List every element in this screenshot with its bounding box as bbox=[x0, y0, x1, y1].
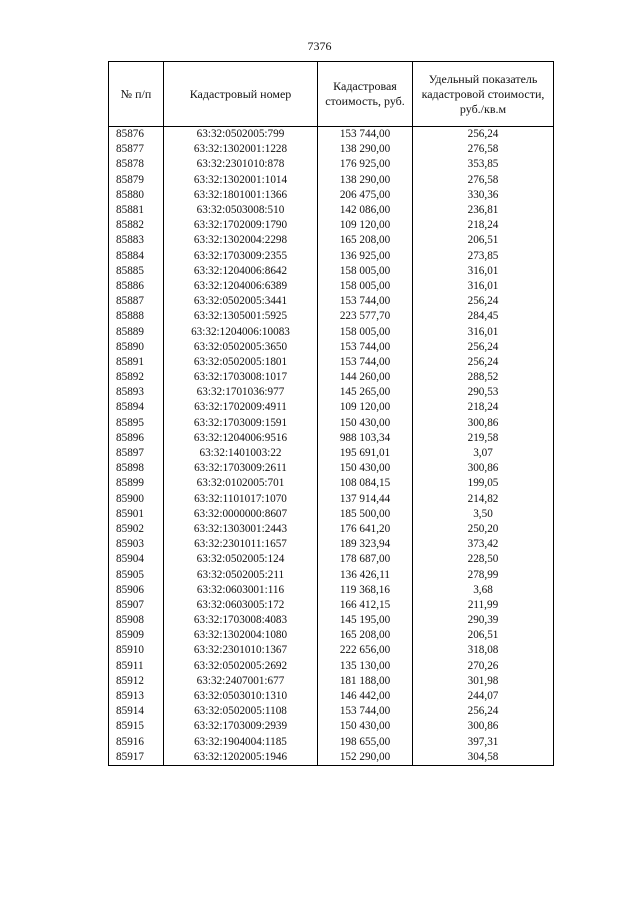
cell-specific-indicator: 316,01 bbox=[413, 324, 554, 339]
cell-cadastral-number: 63:32:2407001:677 bbox=[164, 674, 318, 689]
cell-cadastral-number: 63:32:0502005:2692 bbox=[164, 659, 318, 674]
cell-specific-indicator: 288,52 bbox=[413, 370, 554, 385]
cell-specific-indicator: 256,24 bbox=[413, 294, 554, 309]
cell-cadastral-value: 153 744,00 bbox=[318, 355, 413, 370]
cell-specific-indicator: 218,24 bbox=[413, 400, 554, 415]
cell-specific-indicator: 244,07 bbox=[413, 689, 554, 704]
cell-specific-indicator: 353,85 bbox=[413, 157, 554, 172]
cell-cadastral-value: 152 290,00 bbox=[318, 750, 413, 766]
table-row bbox=[109, 264, 554, 279]
cell-cadastral-value: 153 744,00 bbox=[318, 340, 413, 355]
table-row bbox=[109, 142, 554, 157]
cell-cadastral-number: 63:32:0102005:701 bbox=[164, 476, 318, 491]
cell-specific-indicator: 214,82 bbox=[413, 492, 554, 507]
cell-num: 85896 bbox=[109, 431, 164, 446]
table-body bbox=[109, 127, 554, 766]
cell-cadastral-number: 63:32:1204006:6389 bbox=[164, 279, 318, 294]
table-row bbox=[109, 203, 554, 218]
table-row bbox=[109, 507, 554, 522]
header-num: № п/п bbox=[109, 62, 164, 127]
cell-specific-indicator: 276,58 bbox=[413, 173, 554, 188]
header-cadastral-value: Кадастровая стоимость, руб. bbox=[318, 62, 413, 127]
cell-cadastral-number: 63:32:1701036:977 bbox=[164, 385, 318, 400]
table-row bbox=[109, 476, 554, 491]
cell-cadastral-value: 181 188,00 bbox=[318, 674, 413, 689]
cell-cadastral-number: 63:32:2301010:878 bbox=[164, 157, 318, 172]
cell-cadastral-value: 176 925,00 bbox=[318, 157, 413, 172]
cell-cadastral-number: 63:32:0502005:124 bbox=[164, 552, 318, 567]
cell-cadastral-value: 150 430,00 bbox=[318, 416, 413, 431]
cell-num: 85912 bbox=[109, 674, 164, 689]
cell-specific-indicator: 316,01 bbox=[413, 279, 554, 294]
cell-cadastral-value: 185 500,00 bbox=[318, 507, 413, 522]
cell-cadastral-value: 136 925,00 bbox=[318, 249, 413, 264]
cell-num: 85893 bbox=[109, 385, 164, 400]
cell-num: 85876 bbox=[109, 127, 164, 143]
cell-specific-indicator: 256,24 bbox=[413, 340, 554, 355]
cell-cadastral-number: 63:32:1204006:8642 bbox=[164, 264, 318, 279]
cell-cadastral-value: 109 120,00 bbox=[318, 400, 413, 415]
table-row bbox=[109, 492, 554, 507]
cell-cadastral-value: 138 290,00 bbox=[318, 173, 413, 188]
cell-specific-indicator: 250,20 bbox=[413, 522, 554, 537]
cell-specific-indicator: 301,98 bbox=[413, 674, 554, 689]
table-row bbox=[109, 188, 554, 203]
cell-num: 85892 bbox=[109, 370, 164, 385]
cell-num: 85903 bbox=[109, 537, 164, 552]
cell-cadastral-number: 63:32:1302004:1080 bbox=[164, 628, 318, 643]
table-row bbox=[109, 537, 554, 552]
cell-cadastral-value: 223 577,70 bbox=[318, 309, 413, 324]
cell-cadastral-value: 145 195,00 bbox=[318, 613, 413, 628]
cell-cadastral-value: 166 412,15 bbox=[318, 598, 413, 613]
table-row bbox=[109, 400, 554, 415]
cell-cadastral-number: 63:32:1303001:2443 bbox=[164, 522, 318, 537]
table-row bbox=[109, 552, 554, 567]
cell-specific-indicator: 206,51 bbox=[413, 233, 554, 248]
cell-specific-indicator: 228,50 bbox=[413, 552, 554, 567]
cell-cadastral-number: 63:32:1302001:1228 bbox=[164, 142, 318, 157]
cell-num: 85879 bbox=[109, 173, 164, 188]
cell-cadastral-number: 63:32:1302001:1014 bbox=[164, 173, 318, 188]
table-row bbox=[109, 173, 554, 188]
cell-cadastral-value: 176 641,20 bbox=[318, 522, 413, 537]
cell-cadastral-value: 150 430,00 bbox=[318, 719, 413, 734]
cell-cadastral-number: 63:32:1302004:2298 bbox=[164, 233, 318, 248]
cell-num: 85877 bbox=[109, 142, 164, 157]
cell-num: 85905 bbox=[109, 567, 164, 582]
table-row bbox=[109, 613, 554, 628]
cell-cadastral-number: 63:32:1703009:2355 bbox=[164, 249, 318, 264]
table-row bbox=[109, 628, 554, 643]
cell-num: 85883 bbox=[109, 233, 164, 248]
cell-num: 85894 bbox=[109, 400, 164, 415]
cell-cadastral-number: 63:32:2301010:1367 bbox=[164, 643, 318, 658]
cell-cadastral-number: 63:32:1204006:10083 bbox=[164, 324, 318, 339]
cell-specific-indicator: 373,42 bbox=[413, 537, 554, 552]
cell-specific-indicator: 316,01 bbox=[413, 264, 554, 279]
cell-cadastral-number: 63:32:0603005:172 bbox=[164, 598, 318, 613]
cell-specific-indicator: 236,81 bbox=[413, 203, 554, 218]
table-row bbox=[109, 324, 554, 339]
cell-cadastral-value: 136 426,11 bbox=[318, 567, 413, 582]
cell-cadastral-value: 189 323,94 bbox=[318, 537, 413, 552]
cell-num: 85902 bbox=[109, 522, 164, 537]
cell-specific-indicator: 276,58 bbox=[413, 142, 554, 157]
cell-num: 85900 bbox=[109, 492, 164, 507]
table-row bbox=[109, 355, 554, 370]
table-row bbox=[109, 735, 554, 750]
cell-num: 85882 bbox=[109, 218, 164, 233]
cell-cadastral-number: 63:32:1101017:1070 bbox=[164, 492, 318, 507]
table-row bbox=[109, 431, 554, 446]
cell-cadastral-number: 63:32:0502005:3650 bbox=[164, 340, 318, 355]
cell-cadastral-value: 158 005,00 bbox=[318, 324, 413, 339]
cell-cadastral-value: 158 005,00 bbox=[318, 279, 413, 294]
cell-specific-indicator: 300,86 bbox=[413, 719, 554, 734]
cell-cadastral-value: 142 086,00 bbox=[318, 203, 413, 218]
cell-specific-indicator: 256,24 bbox=[413, 127, 554, 143]
table-row bbox=[109, 233, 554, 248]
cell-cadastral-value: 109 120,00 bbox=[318, 218, 413, 233]
cell-cadastral-number: 63:32:1801001:1366 bbox=[164, 188, 318, 203]
table-row bbox=[109, 567, 554, 582]
cell-specific-indicator: 284,45 bbox=[413, 309, 554, 324]
cell-specific-indicator: 199,05 bbox=[413, 476, 554, 491]
cell-cadastral-value: 137 914,44 bbox=[318, 492, 413, 507]
cell-num: 85899 bbox=[109, 476, 164, 491]
cell-cadastral-number: 63:32:0502005:3441 bbox=[164, 294, 318, 309]
cell-cadastral-number: 63:32:1703008:1017 bbox=[164, 370, 318, 385]
cell-specific-indicator: 397,31 bbox=[413, 735, 554, 750]
cadastral-table bbox=[108, 61, 554, 766]
table-row bbox=[109, 446, 554, 461]
cell-cadastral-value: 146 442,00 bbox=[318, 689, 413, 704]
cell-cadastral-number: 63:32:0502005:799 bbox=[164, 127, 318, 143]
cell-cadastral-value: 138 290,00 bbox=[318, 142, 413, 157]
cell-num: 85913 bbox=[109, 689, 164, 704]
cell-specific-indicator: 270,26 bbox=[413, 659, 554, 674]
cell-cadastral-number: 63:32:0503010:1310 bbox=[164, 689, 318, 704]
cell-cadastral-number: 63:32:1703009:2611 bbox=[164, 461, 318, 476]
cell-cadastral-number: 63:32:2301011:1657 bbox=[164, 537, 318, 552]
cell-num: 85916 bbox=[109, 735, 164, 750]
cell-num: 85911 bbox=[109, 659, 164, 674]
cell-num: 85885 bbox=[109, 264, 164, 279]
cell-cadastral-number: 63:32:0603001:116 bbox=[164, 583, 318, 598]
table-row bbox=[109, 583, 554, 598]
cell-cadastral-number: 63:32:1702009:1790 bbox=[164, 218, 318, 233]
table-row bbox=[109, 294, 554, 309]
cell-specific-indicator: 300,86 bbox=[413, 416, 554, 431]
cell-cadastral-number: 63:32:1204006:9516 bbox=[164, 431, 318, 446]
cell-specific-indicator: 206,51 bbox=[413, 628, 554, 643]
cell-cadastral-value: 222 656,00 bbox=[318, 643, 413, 658]
cell-cadastral-value: 195 691,01 bbox=[318, 446, 413, 461]
table-header bbox=[109, 62, 554, 127]
table-row bbox=[109, 218, 554, 233]
cell-num: 85917 bbox=[109, 750, 164, 766]
cell-cadastral-number: 63:32:1703009:2939 bbox=[164, 719, 318, 734]
table-row bbox=[109, 249, 554, 264]
cell-specific-indicator: 278,99 bbox=[413, 567, 554, 582]
cell-cadastral-value: 153 744,00 bbox=[318, 704, 413, 719]
cell-cadastral-number: 63:32:0502005:1801 bbox=[164, 355, 318, 370]
table-row bbox=[109, 522, 554, 537]
cell-cadastral-number: 63:32:0503008:510 bbox=[164, 203, 318, 218]
cell-num: 85907 bbox=[109, 598, 164, 613]
cell-num: 85881 bbox=[109, 203, 164, 218]
cell-cadastral-value: 165 208,00 bbox=[318, 233, 413, 248]
cell-cadastral-number: 63:32:1703009:1591 bbox=[164, 416, 318, 431]
cell-cadastral-number: 63:32:1702009:4911 bbox=[164, 400, 318, 415]
cell-cadastral-number: 63:32:1703008:4083 bbox=[164, 613, 318, 628]
cell-cadastral-number: 63:32:0000000:8607 bbox=[164, 507, 318, 522]
cell-cadastral-value: 144 260,00 bbox=[318, 370, 413, 385]
cell-cadastral-value: 108 084,15 bbox=[318, 476, 413, 491]
cell-cadastral-value: 135 130,00 bbox=[318, 659, 413, 674]
cell-specific-indicator: 256,24 bbox=[413, 704, 554, 719]
cell-specific-indicator: 256,24 bbox=[413, 355, 554, 370]
cell-specific-indicator: 3,50 bbox=[413, 507, 554, 522]
cell-num: 85909 bbox=[109, 628, 164, 643]
cell-specific-indicator: 3,07 bbox=[413, 446, 554, 461]
table-row bbox=[109, 750, 554, 766]
table-row bbox=[109, 643, 554, 658]
cell-num: 85889 bbox=[109, 324, 164, 339]
cell-cadastral-value: 158 005,00 bbox=[318, 264, 413, 279]
table-row bbox=[109, 157, 554, 172]
table-row bbox=[109, 309, 554, 324]
cell-specific-indicator: 218,24 bbox=[413, 218, 554, 233]
cell-specific-indicator: 219,58 bbox=[413, 431, 554, 446]
header-specific-indicator: Удельный показатель кадастровой стоимости, руб./кв.м bbox=[413, 62, 554, 127]
cell-cadastral-value: 178 687,00 bbox=[318, 552, 413, 567]
cell-cadastral-value: 206 475,00 bbox=[318, 188, 413, 203]
table-row bbox=[109, 416, 554, 431]
cell-num: 85901 bbox=[109, 507, 164, 522]
cell-num: 85878 bbox=[109, 157, 164, 172]
cell-cadastral-value: 150 430,00 bbox=[318, 461, 413, 476]
cell-specific-indicator: 273,85 bbox=[413, 249, 554, 264]
cell-num: 85895 bbox=[109, 416, 164, 431]
cell-num: 85914 bbox=[109, 704, 164, 719]
cell-cadastral-value: 198 655,00 bbox=[318, 735, 413, 750]
cell-cadastral-number: 63:32:1305001:5925 bbox=[164, 309, 318, 324]
table-row bbox=[109, 279, 554, 294]
cell-cadastral-value: 988 103,34 bbox=[318, 431, 413, 446]
cell-num: 85886 bbox=[109, 279, 164, 294]
cell-cadastral-number: 63:32:1202005:1946 bbox=[164, 750, 318, 766]
table-row bbox=[109, 719, 554, 734]
cell-num: 85910 bbox=[109, 643, 164, 658]
header-cadastral-number: Кадастровый номер bbox=[164, 62, 318, 127]
cell-specific-indicator: 290,53 bbox=[413, 385, 554, 400]
table-row bbox=[109, 370, 554, 385]
cell-specific-indicator: 3,68 bbox=[413, 583, 554, 598]
header-row bbox=[109, 62, 554, 127]
table-row bbox=[109, 674, 554, 689]
cell-specific-indicator: 290,39 bbox=[413, 613, 554, 628]
cell-num: 85908 bbox=[109, 613, 164, 628]
cell-num: 85906 bbox=[109, 583, 164, 598]
table-row bbox=[109, 704, 554, 719]
table-row bbox=[109, 340, 554, 355]
cell-num: 85898 bbox=[109, 461, 164, 476]
cell-num: 85887 bbox=[109, 294, 164, 309]
table-row bbox=[109, 385, 554, 400]
table-row bbox=[109, 127, 554, 143]
cell-cadastral-value: 145 265,00 bbox=[318, 385, 413, 400]
cell-cadastral-number: 63:32:0502005:1108 bbox=[164, 704, 318, 719]
cell-num: 85880 bbox=[109, 188, 164, 203]
table-row bbox=[109, 659, 554, 674]
cell-specific-indicator: 318,08 bbox=[413, 643, 554, 658]
cell-num: 85891 bbox=[109, 355, 164, 370]
cell-specific-indicator: 330,36 bbox=[413, 188, 554, 203]
cell-cadastral-number: 63:32:1401003:22 bbox=[164, 446, 318, 461]
cell-cadastral-value: 153 744,00 bbox=[318, 127, 413, 143]
cell-cadastral-value: 165 208,00 bbox=[318, 628, 413, 643]
cell-num: 85915 bbox=[109, 719, 164, 734]
table-row bbox=[109, 598, 554, 613]
cell-specific-indicator: 304,58 bbox=[413, 750, 554, 766]
cell-num: 85888 bbox=[109, 309, 164, 324]
cell-cadastral-number: 63:32:0502005:211 bbox=[164, 567, 318, 582]
cell-num: 85904 bbox=[109, 552, 164, 567]
table-row bbox=[109, 461, 554, 476]
cell-num: 85890 bbox=[109, 340, 164, 355]
cell-cadastral-value: 153 744,00 bbox=[318, 294, 413, 309]
cell-cadastral-number: 63:32:1904004:1185 bbox=[164, 735, 318, 750]
cell-cadastral-value: 119 368,16 bbox=[318, 583, 413, 598]
page-number: 7376 bbox=[307, 39, 332, 53]
cell-num: 85897 bbox=[109, 446, 164, 461]
cell-specific-indicator: 300,86 bbox=[413, 461, 554, 476]
cell-specific-indicator: 211,99 bbox=[413, 598, 554, 613]
table-row bbox=[109, 689, 554, 704]
cell-num: 85884 bbox=[109, 249, 164, 264]
